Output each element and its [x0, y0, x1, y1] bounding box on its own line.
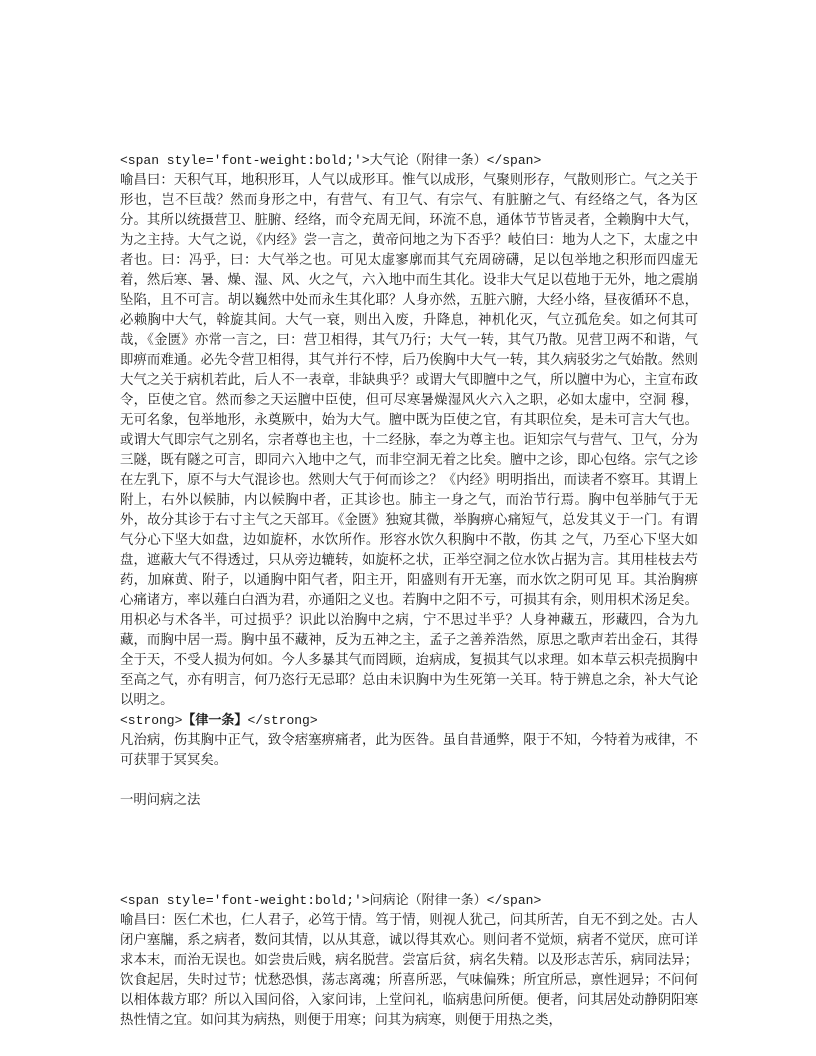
heading-close-tag: </span> — [486, 893, 542, 908]
rule-open-tag: <strong> — [120, 713, 183, 728]
section-heading — [120, 891, 698, 911]
section-heading — [120, 151, 698, 171]
heading-title: 问病论（附律一条） — [369, 893, 487, 908]
chapter-title: 一明问病之法 — [120, 793, 201, 808]
spacer — [120, 811, 698, 891]
heading-close-tag: </span> — [486, 153, 542, 168]
section-body: 喻昌曰：医仁术也，仁人君子，必笃于情。笃于情，则视人犹己，问其所苦，自无不到之处。古人闭户塞牖，系之病者，数问其情，以从其意，诚以得其欢心。则问者不觉烦，病者不觉厌，庶可详求本末，而治无误也。如尝贵后贱，病名脱营。尝富后贫，病名失精。以及形志苦乐，病同法异；饮食起居，失时过节；忧愁恐惧，荡志离魂；所喜所恶，气味偏殊；所宜所忌，禀性迥异；不问何以相体裁方耶？所以入国问俗，入家问讳，上堂问礼，临病患问所便。便者，问其居处动静阴阳寒热性情之宜。如问其为病热，则便于用寒；问其为病寒，则便于用热之类， — [120, 913, 698, 1028]
rule-heading — [120, 711, 698, 731]
section-body: 喻昌曰：天积气耳，地积形耳，人气以成形耳。惟气以成形，气聚则形存，气散则形亡。气之关于形也，岂不巨哉？然而身形之中，有营气、有卫气、有宗气、有脏腑之气、有经络之气，各为区分。其所以统摄营卫、脏腑、经络，而令充周无间，环流不息，通体节节皆灵者，全赖胸中大气，为之主持。大气之说，《内经》尝一言之，黄帝问地之为下否乎？岐伯曰：地为人之下，太虚之中者也。曰：冯乎，曰：大气举之也。可见太虚寥廓而其气充周磅礴，足以包举地之积形而四虚无着，然后寒、暑、燥、湿、风、火之气，六入地中而生其化。设非大气足以苞地于无外，地之震崩坠陷，且不可言。胡以巍然中处而永生其化耶？人身亦然，五脏六腑，大经小络，昼夜循环不息，必赖胸中大气，斡旋其间。大气一衰，则出入废，升降息，神机化灭，气立孤危矣。如之何其可哉，《金匮》亦常一言之，曰：营卫相得，其气乃行；大气一转，其气乃散。见营卫两不和谐，气即痹而难通。必先令营卫相得，其气并行不悖，后乃俟胸中大气一转，其久病驳劣之气始散。然则大气之关于病机若此，后人不一表章，非缺典乎？或谓大气即膻中之气，所以膻中为心，主宣布政令，臣使之官。然而参之天运膻中臣使，但可尽寒暑燥湿风火六入之职，必如太虚中，空洞 穆，无可名象，包举地形，永奠厥中，始为大气。膻中既为臣使之官，有其职位矣，是未可言大气也。或谓大气即宗气之别名，宗者尊也主也，十二经脉，奉之为尊主也。讵知宗气与营气、卫气，分为三隧，既有隧之可言，即同六入地中之气，而非空洞无着之比矣。膻中之诊，即心包络。宗气之诊在左乳下，原不与大气混诊也。然则大气于何而诊之？《内经》明明指出，而读者不察耳。其谓上附上，右外以候肺，内以候胸中者，正其诊也。肺主一身之气，而治节行焉。胸中包举肺气于无外，故分其诊于右寸主气之天部耳。《金匮》独窥其微，举胸痹心痛短气，总发其义于一门。有谓气分心下坚大如盘，边如旋杯，水饮所作。形容水饮久积胸中不散，伤其 之气，乃至心下坚大如盘，遮蔽大气不得透过，只从旁边辘转，如旋杯之状，正举空洞之位水饮占据为言。其用桂枝去芍药，加麻黄、附子，以通胸中阳气者，阳主开，阳盛则有开无塞，而水饮之阴可见 耳。其治胸痹心痛诸方，率以薤白白酒为君，亦通阳之义也。若胸中之阳不亏，可损其有余，则用枳术汤足矣。用枳必与术各半，可过损乎？识此以治胸中之病，宁不思过半乎？人身神藏五，形藏四，合为九藏，而胸中居一焉。胸中虽不藏神，反为五神之主，孟子之善养浩然，原思之歌声若出金石，其得全于天，不受人损为何如。今人多暴其气而罔顾，迨病成，复损其气以求理。如本草云枳壳损胸中至高之气，亦有明言，何乃恣行无忌耶？总由未识胸中为生死第一关耳。特于辨息之余，补大气论以明之。 — [120, 173, 698, 708]
spacer — [120, 771, 698, 791]
heading-open-tag: <span style='font-weight:bold;'> — [120, 153, 370, 168]
rule-title: 【律一条】 — [182, 713, 248, 728]
rule-body: 凡治病，伤其胸中正气，致令痞塞痹痛者，此为医咎。虽自昔通弊，限于不知，今特着为戒律，不可获罪于冥冥矣。 — [120, 733, 698, 768]
heading-title: 大气论（附律一条） — [369, 153, 487, 168]
section-da-qi-lun — [120, 151, 698, 771]
heading-open-tag: <span style='font-weight:bold;'> — [120, 893, 370, 908]
rule-close-tag: </strong> — [247, 713, 318, 728]
document-page — [120, 151, 698, 1031]
section-wen-bing-lun — [120, 891, 698, 1031]
